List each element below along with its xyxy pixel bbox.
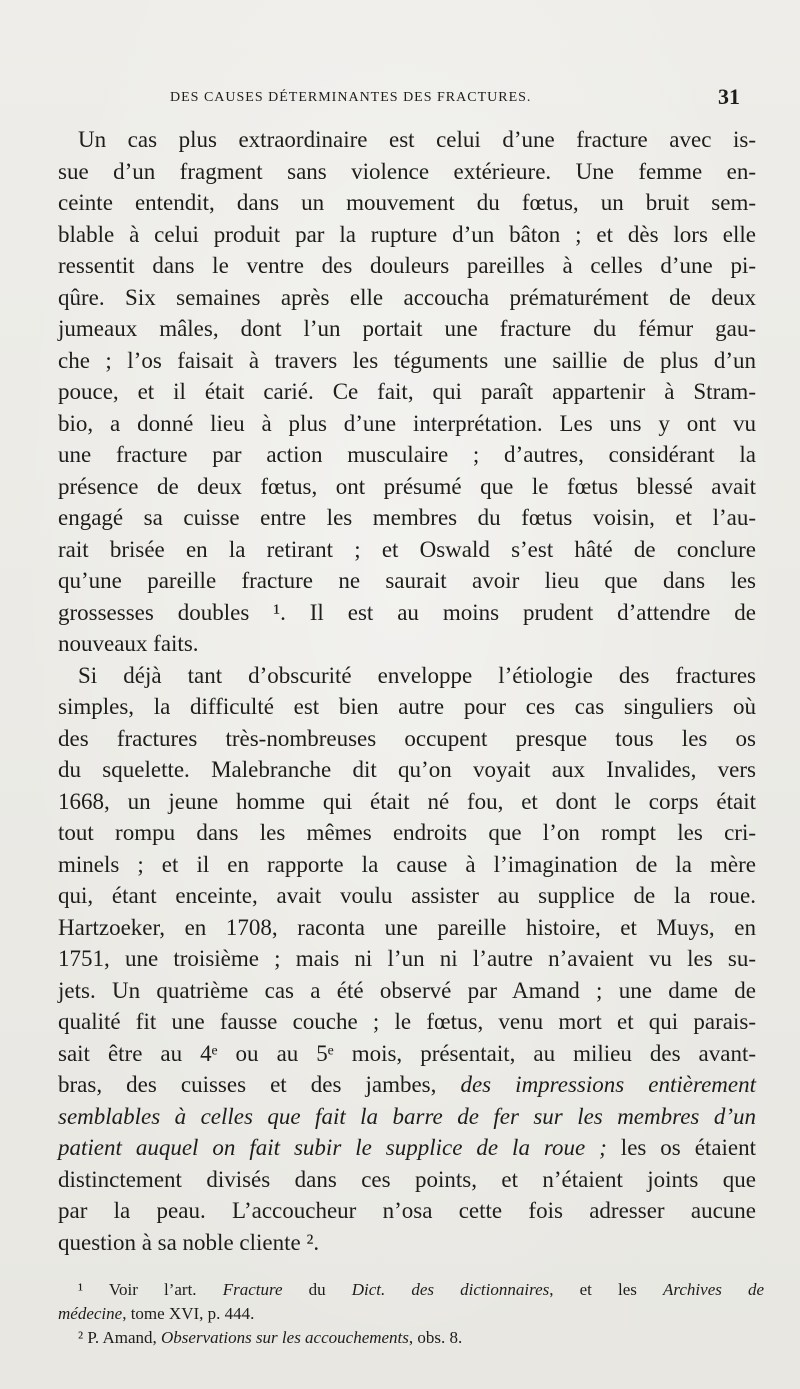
- text-line: une fracture par action musculaire ; d’autres, considérant la: [58, 442, 756, 467]
- footnote-text: , obs. 8.: [408, 1328, 463, 1347]
- italic-segment: patient auquel on fait subir le supplice de la roue ;: [58, 1135, 607, 1160]
- text-line-mixed: [58, 1069, 756, 1101]
- footnote-text: , tome XVI, p. 444.: [122, 1304, 255, 1323]
- running-title: DES CAUSES DÉTERMINANTES DES FRACTURES.: [170, 90, 532, 105]
- footnote-italic: Observations sur les accouchements: [161, 1328, 409, 1347]
- text-line: Un cas plus extraordinaire est celui d’une fracture avec is-: [78, 127, 756, 152]
- footnote-text: ² P. Amand,: [78, 1328, 162, 1347]
- text-line: grossesses doubles ¹. Il est au moins prudent d’attendre de: [58, 599, 756, 625]
- text-line: sait être au 4ᵉ ou au 5ᵉ mois, présentait, au milieu des avant-: [58, 1040, 756, 1066]
- text-line: qûre. Six semaines après elle accoucha prématurément de deux: [58, 284, 756, 310]
- text-line: engagé sa cuisse entre les membres du fœtus voisin, et l’au-: [58, 505, 756, 530]
- footnote-1: [58, 1278, 764, 1302]
- text-line: sue d’un fragment sans violence extérieure. Une femme en-: [58, 158, 756, 184]
- text-line: qui, étant enceinte, avait voulu assister au supplice de la roue.: [58, 883, 756, 908]
- footnote-italic: Archives de: [663, 1280, 765, 1299]
- text-line: bio, a donné lieu à plus d’une interprétation. Les uns y ont vu: [58, 410, 756, 436]
- footnote-italic: médecine: [58, 1304, 123, 1323]
- text-line-italic: [58, 1101, 756, 1133]
- text-line: qualité fit une fausse couche ; le fœtus, venu mort et qui parais-: [58, 1009, 756, 1034]
- text-line: jets. Un quatrième cas a été observé par Amand ; une dame de: [58, 977, 756, 1003]
- text-line: présence de deux fœtus, ont présumé que le fœtus blessé avait: [58, 473, 756, 499]
- text-segment: bras, des cuisses et des jambes,: [58, 1072, 461, 1097]
- text-line: nouveaux faits.: [58, 631, 199, 656]
- text-line: pouce, et il était carié. Ce fait, qui paraît appartenir à Stram-: [58, 379, 756, 404]
- footnote-italic: Fracture: [222, 1280, 283, 1299]
- text-line: Hartzoeker, en 1708, raconta une pareille histoire, et Muys, en: [58, 914, 756, 940]
- footnote-2: [58, 1326, 764, 1350]
- text-line-mixed: [58, 1132, 756, 1164]
- text-line: simples, la difficulté est bien autre pour ces cas singuliers où: [58, 694, 756, 719]
- running-head: [40, 84, 740, 114]
- text-line: des fractures très-nombreuses occupent presque tous les os: [58, 725, 756, 751]
- text-line: che ; l’os faisait à travers les téguments une saillie de plus d’un: [58, 347, 756, 373]
- text-line: Si déjà tant d’obscurité enveloppe l’étiologie des fractures: [78, 662, 756, 688]
- text-segment: les os étaient: [606, 1135, 757, 1160]
- text-line: 1751, une troisième ; mais ni l’un ni l’autre n’avaient vu les su-: [58, 946, 756, 971]
- footnote-text: ¹ Voir l’art.: [78, 1280, 223, 1299]
- body-text: [58, 124, 756, 1258]
- text-line: minels ; et il en rapporte la cause à l’imagination de la mère: [58, 851, 756, 877]
- italic-segment: semblables à celles que fait la barre de fer sur les membres d’un: [58, 1103, 756, 1129]
- page-number: 31: [718, 84, 740, 109]
- text-line: ressentit dans le ventre des douleurs pareilles à celles d’une pi-: [58, 253, 756, 278]
- text-line: ceinte entendit, dans un mouvement du fœtus, un bruit sem-: [58, 190, 756, 215]
- text-line: du squelette. Malebranche dit qu’on voyait aux Invalides, vers: [58, 757, 756, 782]
- text-line: par la peau. L’accoucheur n’osa cette fois adresser aucune: [58, 1198, 756, 1223]
- footnote-italic: Dict. des dictionnaires: [351, 1280, 550, 1299]
- text-line: 1668, un jeune homme qui était né fou, et dont le corps était: [58, 788, 756, 814]
- footnotes: [58, 1278, 764, 1350]
- footnote-1-continued: [58, 1302, 764, 1326]
- footnote-text: , et les: [549, 1280, 664, 1299]
- italic-segment: des impressions entièrement: [460, 1072, 757, 1097]
- text-line: qu’une pareille fracture ne saurait avoir lieu que dans les: [58, 568, 756, 593]
- footnote-text: du: [282, 1280, 352, 1299]
- text-line: jumeaux mâles, dont l’un portait une fracture du fémur gau-: [58, 316, 756, 341]
- text-line: tout rompu dans les mêmes endroits que l’on rompt les cri-: [58, 820, 756, 845]
- text-line: rait brisée en la retirant ; et Oswald s’est hâté de conclure: [58, 536, 756, 562]
- text-line: question à sa noble cliente ².: [58, 1229, 320, 1255]
- text-line: blable à celui produit par la rupture d’un bâton ; et dès lors elle: [58, 221, 756, 247]
- text-line: distinctement divisés dans ces points, et n’étaient joints que: [58, 1166, 756, 1192]
